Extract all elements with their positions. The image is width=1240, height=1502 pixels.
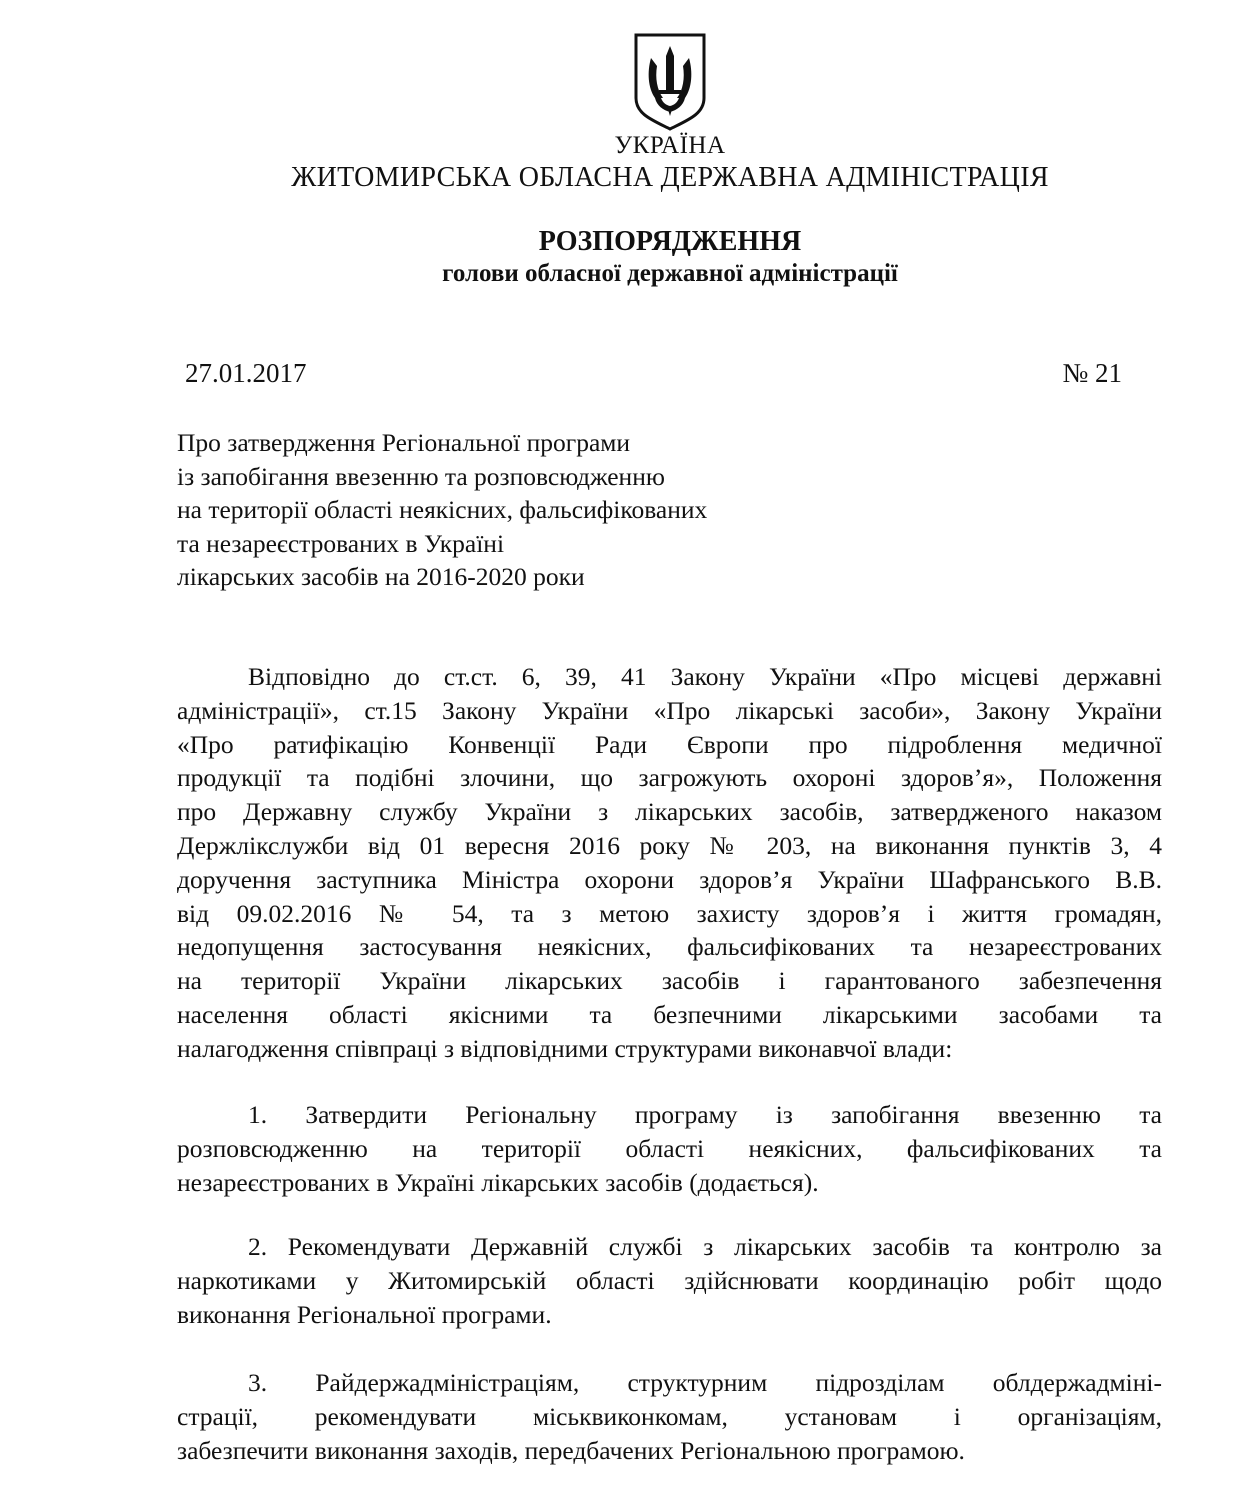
subject-line: Про затвердження Регіональної програми	[177, 428, 631, 457]
subject-line: із запобігання ввезенню та розповсюдженню	[177, 461, 665, 491]
paragraph-line: адміністрації», ст.15 Закону України «Про лікарські засоби», Закону України	[177, 695, 1162, 725]
paragraph-line: 2. Рекомендувати Державній службі з лікарських засобів та контролю за	[248, 1232, 1162, 1261]
document-number: № 21	[1062, 358, 1122, 388]
paragraph-line: на території України лікарських засобів і гарантованого забезпечення	[177, 966, 1162, 996]
subject-line: лікарських засобів на 2016-2020 роки	[177, 562, 585, 591]
item-2-paragraph	[177, 1230, 1162, 1331]
document-date: 27.01.2017	[185, 358, 307, 388]
document-type-title: РОЗПОРЯДЖЕННЯ	[538, 226, 802, 257]
subject-line: на території області неякісних, фальсифікованих	[177, 495, 708, 524]
paragraph-line: від 09.02.2016 № 54, та з метою захисту здоров’я і життя громадян,	[177, 898, 1162, 928]
paragraph-line: населення області якісними та безпечними лікарськими засобами та	[177, 999, 1162, 1029]
preamble-paragraph	[177, 660, 1162, 1066]
country-name: УКРАЇНА	[614, 132, 726, 159]
document-subject	[177, 426, 707, 594]
paragraph-line: 3. Райдержадміністраціям, структурним підрозділам облдержадміні-	[248, 1368, 1162, 1397]
item-1-paragraph	[177, 1098, 1162, 1199]
paragraph-line: «Про ратифікацію Конвенції Ради Європи про підроблення медичної	[177, 729, 1162, 759]
paragraph-line: налагодження співпраці з відповідними структурами виконавчої влади:	[177, 1033, 953, 1063]
paragraph-line: про Державну службу України з лікарських засобів, затвердженого наказом	[177, 797, 1162, 827]
paragraph-line: страції, рекомендувати міськвиконкомам, установам і організаціям,	[177, 1401, 1162, 1431]
item-3-paragraph	[177, 1366, 1162, 1467]
paragraph-line: наркотиками у Житомирській області здійснювати координацію робіт щодо	[177, 1265, 1162, 1295]
paragraph-line: Відповідно до ст.ст. 6, 39, 41 Закону України «Про місцеві державні	[248, 662, 1162, 691]
paragraph-line: Держлікслужби від 01 вересня 2016 року № 203, на виконання пунктів 3, 4	[177, 830, 1162, 860]
paragraph-line: розповсюдженню на території області неякісних, фальсифікованих та	[177, 1133, 1162, 1163]
paragraph-line: продукції та подібні злочини, що загрожують охороні здоров’я», Положення	[177, 763, 1162, 793]
paragraph-line: забезпечити виконання заходів, передбачених Регіональною програмою.	[177, 1435, 965, 1465]
trident-coat-of-arms-icon	[633, 32, 707, 132]
document-subtitle: голови обласної державної адміністрації	[442, 260, 898, 287]
paragraph-line: виконання Регіональної програми.	[177, 1299, 552, 1329]
subject-line: та незареєстрованих в Україні	[177, 528, 505, 558]
administration-name: ЖИТОМИРСЬКА ОБЛАСНА ДЕРЖАВНА АДМІНІСТРАЦІЯ	[291, 162, 1049, 193]
paragraph-line: незареєстрованих в Україні лікарських засобів (додається).	[177, 1167, 819, 1197]
paragraph-line: недопущення застосування неякісних, фальсифікованих та незареєстрованих	[177, 932, 1162, 962]
paragraph-line: доручення заступника Міністра охорони здоров’я України Шафранського В.В.	[177, 864, 1162, 894]
paragraph-line: 1. Затвердити Регіональну програму із запобігання ввезенню та	[248, 1100, 1162, 1129]
